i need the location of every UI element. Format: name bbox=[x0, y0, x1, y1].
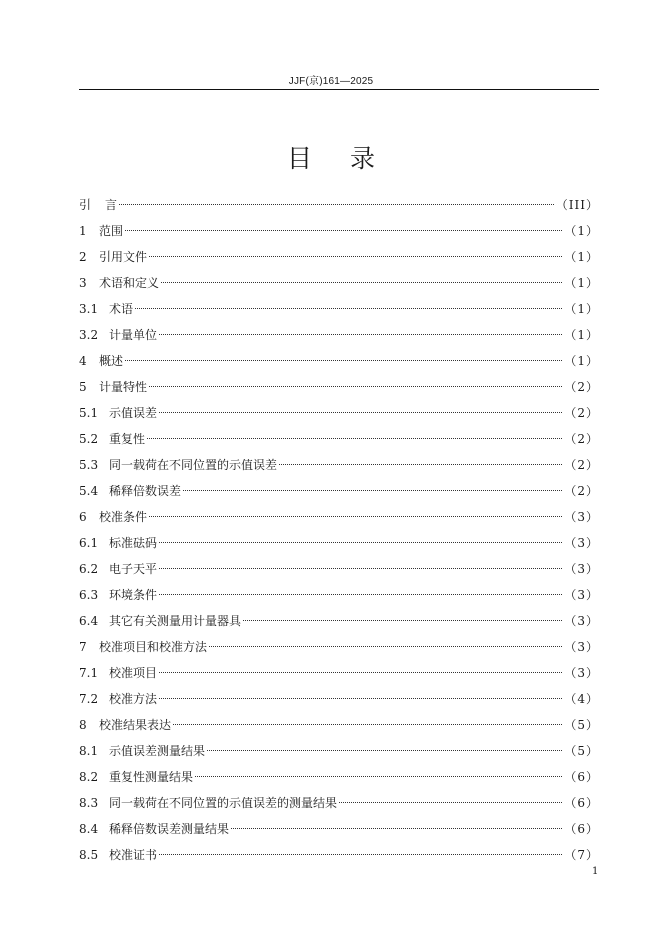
toc-dot-leader bbox=[159, 334, 562, 335]
toc-entry-title: 范围 bbox=[99, 224, 124, 238]
toc-entry-page: （3） bbox=[564, 510, 599, 524]
page-number: 1 bbox=[592, 866, 599, 877]
toc-entry[interactable] bbox=[79, 195, 599, 221]
toc-entry-number: 5.4 bbox=[79, 484, 99, 498]
toc-entry[interactable] bbox=[79, 533, 599, 559]
toc-dot-leader bbox=[161, 282, 562, 283]
toc-entry[interactable] bbox=[79, 325, 599, 351]
toc-dot-leader bbox=[207, 750, 562, 751]
toc-entry-number: 7.1 bbox=[79, 666, 99, 680]
toc-dot-leader bbox=[149, 516, 562, 517]
toc-dot-leader bbox=[159, 698, 562, 699]
toc-dot-leader bbox=[159, 542, 562, 543]
toc-entry-number: 4 bbox=[79, 354, 87, 368]
toc-entry[interactable] bbox=[79, 715, 599, 741]
toc-dot-leader bbox=[183, 490, 562, 491]
toc-dot-leader bbox=[195, 776, 562, 777]
toc-entry[interactable] bbox=[79, 273, 599, 299]
toc-entry-title: 同一载荷在不同位置的示值误差 bbox=[109, 458, 278, 472]
toc-dot-leader bbox=[135, 308, 562, 309]
toc-entry-number: 8.2 bbox=[79, 770, 99, 784]
toc-entry-title: 概述 bbox=[99, 354, 124, 368]
toc-entry-page: （1） bbox=[564, 328, 599, 342]
toc-entry-page: （1） bbox=[564, 250, 599, 264]
toc-entry-page: （3） bbox=[564, 614, 599, 628]
toc-entry-number: 6.2 bbox=[79, 562, 99, 576]
toc-entry-title: 校准证书 bbox=[109, 848, 158, 862]
toc-entry[interactable] bbox=[79, 637, 599, 663]
toc-entry[interactable] bbox=[79, 351, 599, 377]
toc-entry-number: 6.4 bbox=[79, 614, 99, 628]
toc-entry-title: 示值误差测量结果 bbox=[109, 744, 206, 758]
toc-entry-page: （1） bbox=[564, 276, 599, 290]
toc-entry[interactable] bbox=[79, 741, 599, 767]
toc-entry-title: 校准项目 bbox=[109, 666, 158, 680]
toc-entry-number: 8.4 bbox=[79, 822, 99, 836]
page-title bbox=[0, 141, 662, 177]
toc-entry[interactable] bbox=[79, 611, 599, 637]
toc-dot-leader bbox=[125, 360, 562, 361]
toc-entry-page: （3） bbox=[564, 536, 599, 550]
toc-entry[interactable] bbox=[79, 377, 599, 403]
toc-entry-title: 重复性 bbox=[109, 432, 146, 446]
toc-entry-title: 校准项目和校准方法 bbox=[99, 640, 208, 654]
toc-entry-page: （4） bbox=[564, 692, 599, 706]
toc-entry-number: 5.2 bbox=[79, 432, 99, 446]
toc-entry-number: 6.3 bbox=[79, 588, 99, 602]
toc-entry-page: （2） bbox=[564, 458, 599, 472]
toc-entry-title: 校准方法 bbox=[109, 692, 158, 706]
toc-entry[interactable] bbox=[79, 845, 599, 871]
toc-entry-title: 重复性测量结果 bbox=[109, 770, 194, 784]
toc-entry[interactable] bbox=[79, 299, 599, 325]
toc-entry-number: 8.3 bbox=[79, 796, 99, 810]
toc-entry-number: 引 bbox=[79, 198, 92, 212]
toc-entry-number: 8.1 bbox=[79, 744, 99, 758]
toc-entry-number: 5.1 bbox=[79, 406, 99, 420]
toc-entry-title: 其它有关测量用计量器具 bbox=[109, 614, 242, 628]
toc-entry-title: 电子天平 bbox=[109, 562, 158, 576]
toc-entry-page: （2） bbox=[564, 484, 599, 498]
toc-entry-number: 8 bbox=[79, 718, 87, 732]
toc-entry-title: 言 bbox=[105, 198, 118, 212]
toc-dot-leader bbox=[209, 646, 562, 647]
table-of-contents bbox=[79, 195, 599, 871]
toc-entry-number: 3 bbox=[79, 276, 87, 290]
toc-entry-title: 稀释倍数误差 bbox=[109, 484, 182, 498]
toc-entry-title: 同一载荷在不同位置的示值误差的测量结果 bbox=[109, 796, 338, 810]
toc-entry-title: 校准条件 bbox=[99, 510, 148, 524]
toc-dot-leader bbox=[243, 620, 562, 621]
toc-entry-page: （III） bbox=[555, 198, 599, 212]
toc-dot-leader bbox=[159, 412, 562, 413]
toc-entry-title: 计量特性 bbox=[99, 380, 148, 394]
toc-dot-leader bbox=[339, 802, 562, 803]
toc-entry-number: 5.3 bbox=[79, 458, 99, 472]
toc-entry-page: （6） bbox=[564, 796, 599, 810]
toc-entry[interactable] bbox=[79, 689, 599, 715]
toc-entry-page: （5） bbox=[564, 744, 599, 758]
toc-entry-page: （1） bbox=[564, 354, 599, 368]
toc-entry[interactable] bbox=[79, 663, 599, 689]
toc-entry[interactable] bbox=[79, 585, 599, 611]
toc-entry-page: （2） bbox=[564, 432, 599, 446]
toc-entry-title: 引用文件 bbox=[99, 250, 148, 264]
toc-dot-leader bbox=[147, 438, 562, 439]
toc-entry-number: 6 bbox=[79, 510, 87, 524]
toc-entry-page: （6） bbox=[564, 822, 599, 836]
toc-dot-leader bbox=[231, 828, 562, 829]
toc-entry-title: 标准砝码 bbox=[109, 536, 158, 550]
toc-entry-page: （1） bbox=[564, 302, 599, 316]
toc-entry-title: 环境条件 bbox=[109, 588, 158, 602]
toc-entry-number: 8.5 bbox=[79, 848, 99, 862]
toc-entry-page: （2） bbox=[564, 406, 599, 420]
toc-dot-leader bbox=[279, 464, 562, 465]
toc-entry[interactable] bbox=[79, 247, 599, 273]
toc-entry-title: 计量单位 bbox=[109, 328, 158, 342]
toc-entry-number: 7 bbox=[79, 640, 87, 654]
toc-entry[interactable] bbox=[79, 481, 599, 507]
header-divider bbox=[79, 89, 599, 90]
toc-dot-leader bbox=[159, 672, 562, 673]
toc-entry[interactable] bbox=[79, 819, 599, 845]
toc-dot-leader bbox=[159, 568, 562, 569]
toc-entry-number: 3.2 bbox=[79, 328, 99, 342]
toc-dot-leader bbox=[159, 854, 562, 855]
toc-entry-number: 6.1 bbox=[79, 536, 99, 550]
document-code: JJF(京)161—2025 bbox=[288, 76, 374, 87]
title-char-2: 录 bbox=[350, 144, 376, 173]
toc-entry-page: （7） bbox=[564, 848, 599, 862]
toc-dot-leader bbox=[149, 386, 562, 387]
toc-dot-leader bbox=[173, 724, 562, 725]
toc-entry-number: 3.1 bbox=[79, 302, 99, 316]
toc-dot-leader bbox=[125, 230, 562, 231]
toc-entry-title: 术语 bbox=[109, 302, 134, 316]
toc-entry-page: （1） bbox=[564, 224, 599, 238]
toc-entry-page: （3） bbox=[564, 666, 599, 680]
toc-entry-page: （2） bbox=[564, 380, 599, 394]
toc-entry-page: （3） bbox=[564, 562, 599, 576]
toc-entry[interactable] bbox=[79, 221, 599, 247]
toc-entry[interactable] bbox=[79, 767, 599, 793]
toc-dot-leader bbox=[149, 256, 562, 257]
toc-entry-title: 稀释倍数误差测量结果 bbox=[109, 822, 230, 836]
toc-entry[interactable] bbox=[79, 507, 599, 533]
toc-entry-number: 7.2 bbox=[79, 692, 99, 706]
toc-entry[interactable] bbox=[79, 559, 599, 585]
toc-entry-page: （5） bbox=[564, 718, 599, 732]
toc-entry[interactable] bbox=[79, 455, 599, 481]
toc-entry[interactable] bbox=[79, 403, 599, 429]
toc-entry-page: （6） bbox=[564, 770, 599, 784]
toc-entry-title: 校准结果表达 bbox=[99, 718, 172, 732]
toc-entry[interactable] bbox=[79, 429, 599, 455]
toc-dot-leader bbox=[159, 594, 562, 595]
title-char-1: 目 bbox=[286, 144, 312, 173]
toc-entry-title: 示值误差 bbox=[109, 406, 158, 420]
toc-entry-page: （3） bbox=[564, 588, 599, 602]
toc-entry-title: 术语和定义 bbox=[99, 276, 160, 290]
toc-entry[interactable] bbox=[79, 793, 599, 819]
toc-dot-leader bbox=[119, 204, 554, 205]
toc-entry-page: （3） bbox=[564, 640, 599, 654]
toc-entry-number: 1 bbox=[79, 224, 87, 238]
toc-entry-number: 5 bbox=[79, 380, 87, 394]
toc-entry-number: 2 bbox=[79, 250, 87, 264]
